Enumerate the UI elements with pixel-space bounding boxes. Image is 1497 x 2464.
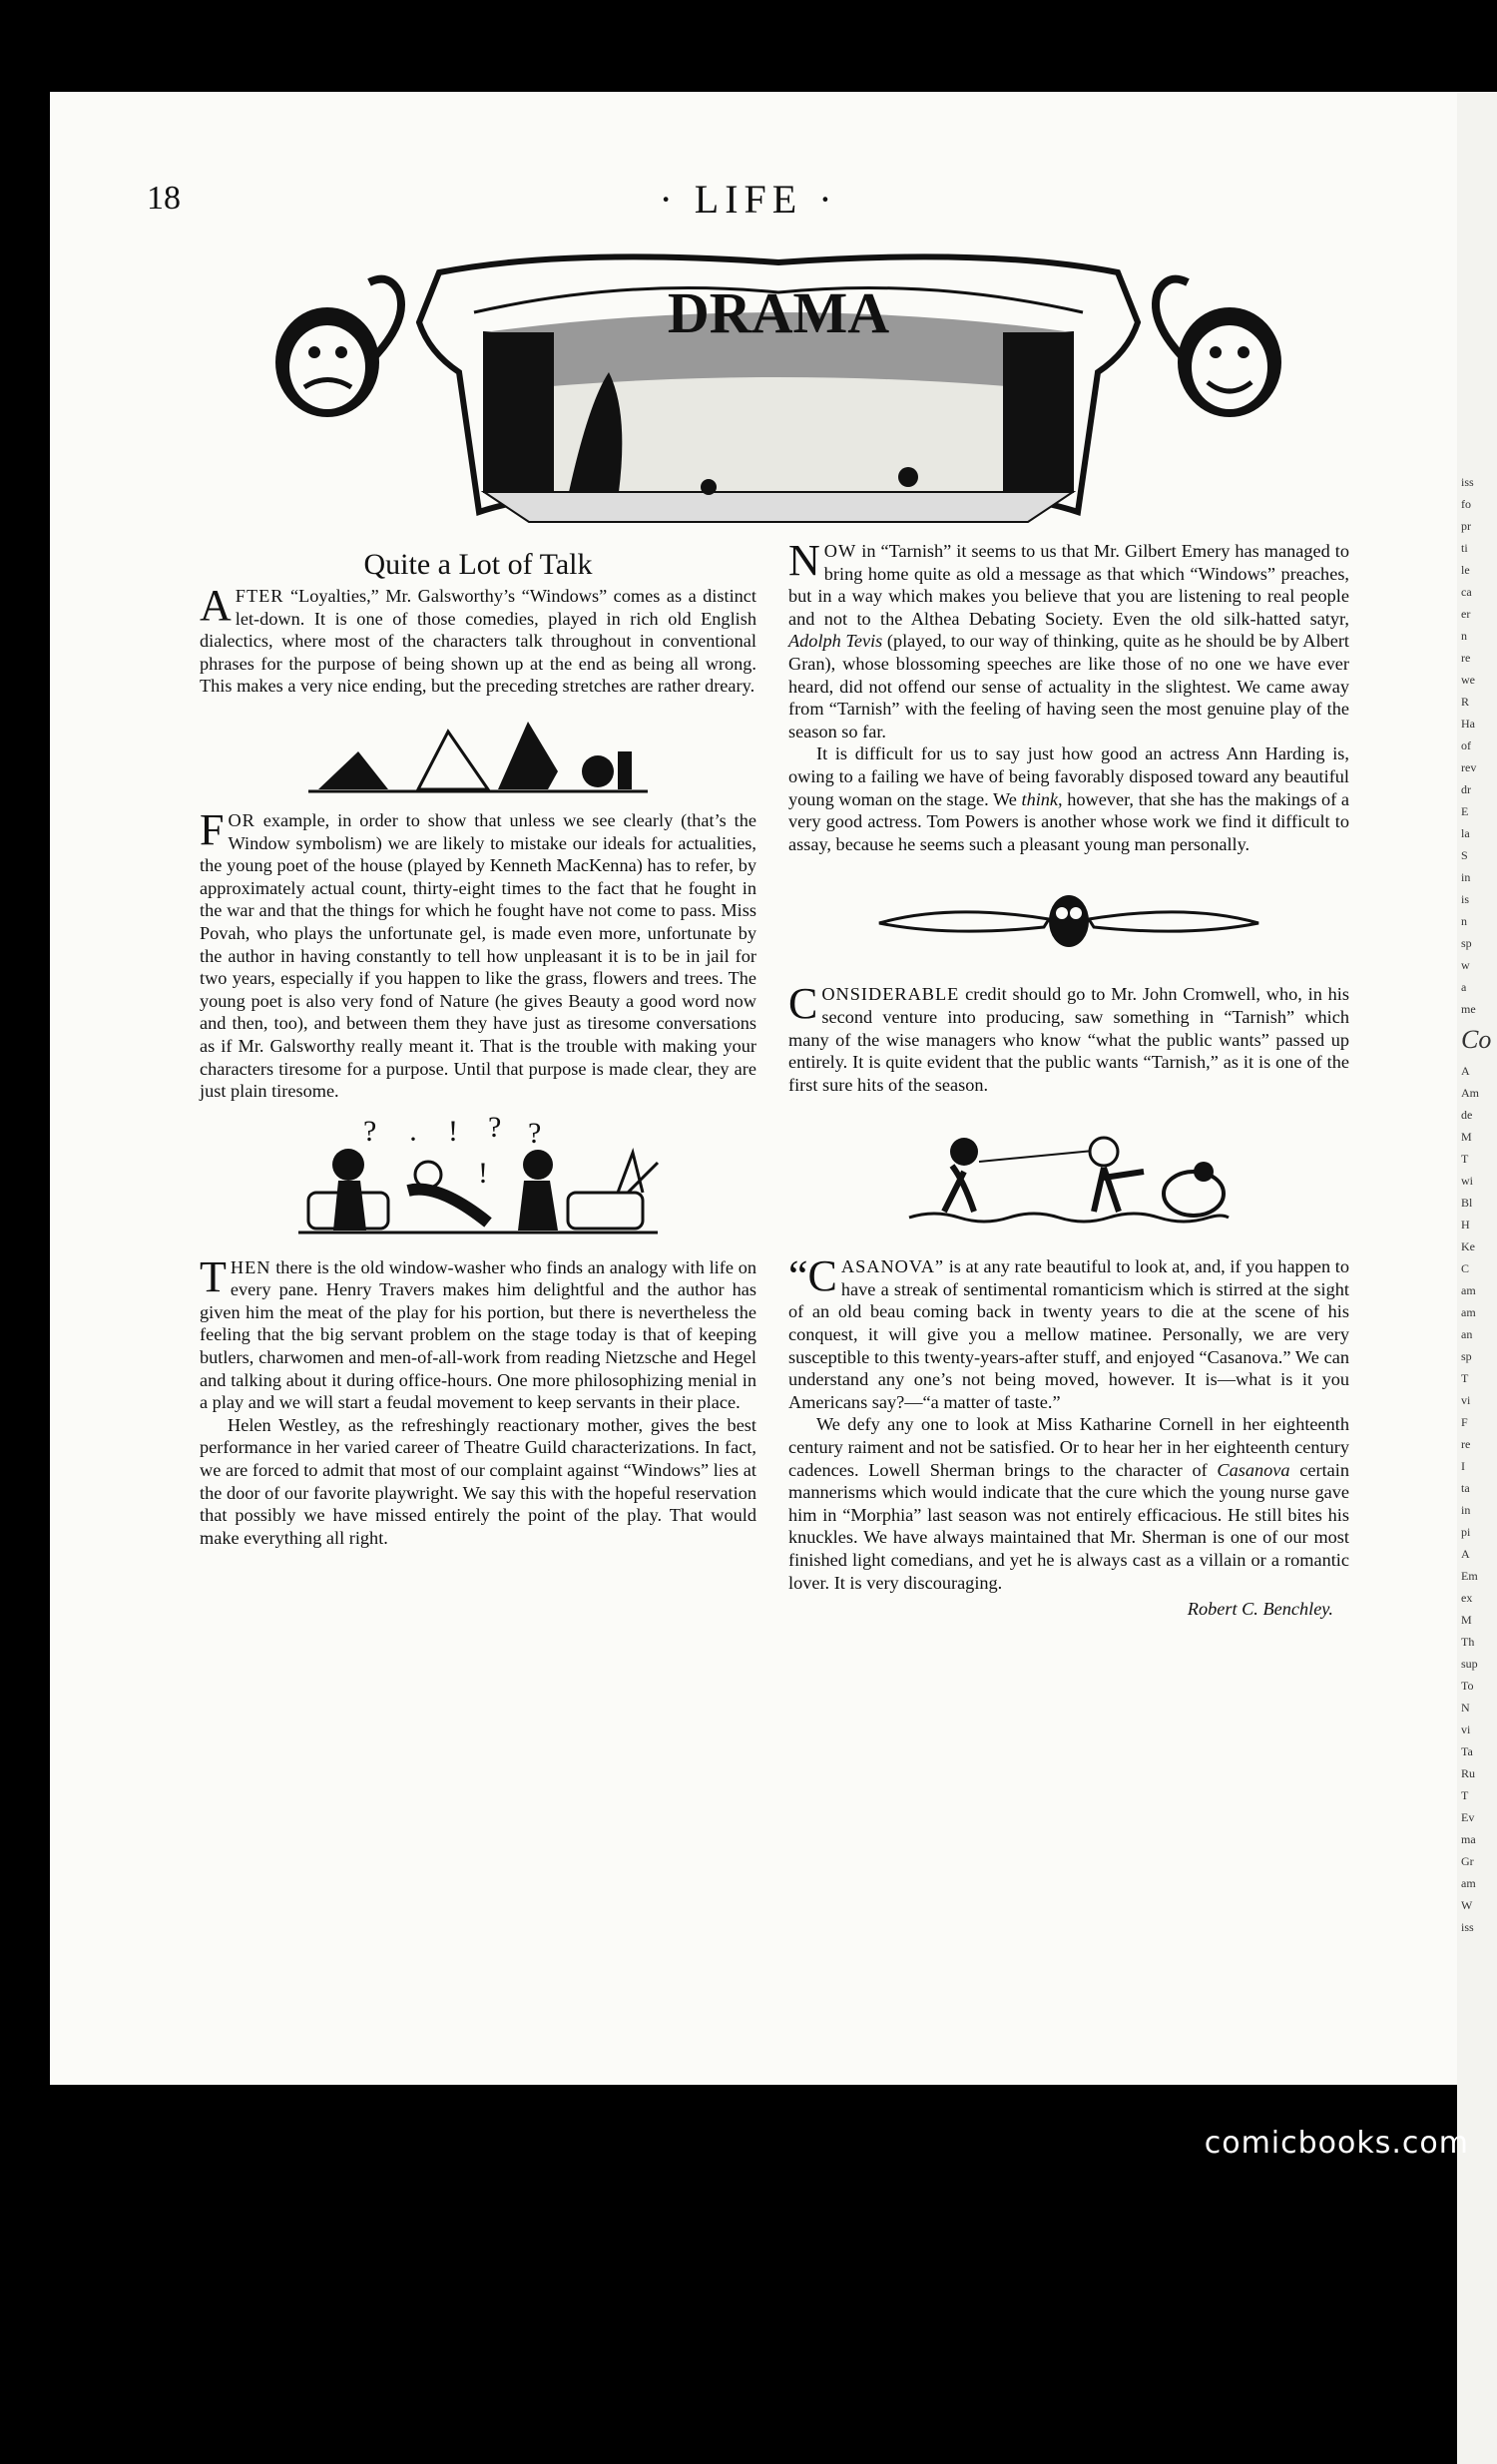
adjacent-page-fragment: R: [1461, 695, 1470, 709]
article-column-left: [200, 547, 756, 1549]
adjacent-page-fragment: n: [1461, 914, 1467, 928]
punctuation-mark: ·: [408, 1122, 418, 1156]
adjacent-page-fragment: Ru: [1461, 1766, 1476, 1780]
adjacent-page-fragment: T: [1461, 1788, 1469, 1802]
site-watermark: comicbooks.com: [1204, 2126, 1469, 2161]
adjacent-page-edge: [1457, 92, 1497, 2464]
adjacent-page-fragment: re: [1461, 651, 1471, 665]
owl-wings-illustration: [869, 883, 1268, 953]
adjacent-page-fragment: S: [1461, 848, 1468, 862]
paragraph: “CASANOVA” is at any rate beautiful to look at, and, if you happen to have a streak of sentimental romanticism which is stirred at the sight of an old beau coming back in twenty years to die at the scene of his conquest, it will give you a mellow matinee. Personally, we are very susceptible to this twenty-years-after stuff, and enjoyed “Casanova.” We can understand any one’s not being moved, however. It is—what is it you Americans say?—“a matter of taste.”: [788, 1251, 1349, 1412]
adjacent-page-fragment: sup: [1461, 1657, 1478, 1671]
drama-banner-illustration: [269, 252, 1287, 549]
adjacent-page-fragment: ca: [1461, 585, 1472, 599]
paragraph: It is difficult for us to say just how good an actress Ann Harding is, owing to a failing we have of being favorably disposed toward any beautiful young woman on the stage. We think, however, that she has the makings of a very good actress. Tom Powers is another whose work we find it difficult to assay, because he seems such a pleasant young man personally.: [788, 743, 1350, 854]
adjacent-page-fragment: am: [1461, 1876, 1476, 1890]
adjacent-page-fragment: in: [1461, 1503, 1471, 1517]
adjacent-page-fragment: in: [1461, 870, 1471, 884]
adjacent-page-fragment: Ha: [1461, 717, 1475, 731]
drop-cap: T: [200, 1251, 227, 1301]
adjacent-page-fragment: dr: [1461, 782, 1471, 796]
adjacent-page-fragment: le: [1461, 563, 1470, 577]
adjacent-page-fragment: fo: [1461, 497, 1471, 511]
adjacent-page-fragment: vi: [1461, 1393, 1471, 1407]
paragraph: FOR example, in order to show that unless we see clearly (that’s the Window symbolism) we are likely to mistake our ideals for actualities, the young poet of the house (played by Kenneth MacKenna) has to refer, by approximately actual count, thirty-eight times to the fact that he fought in the war and that the things for which he fought have not come to pass. Miss Povah, who plays the unfortunate gel, is made even more, unfortunate by the author in having constantly to tell how unpleasant it is to be in jail for two years, especially if you happen to like the grass, flowers and trees. The young poet is also very fond of Nature (he gives Beauty a good word now and then, too), and between them they have just as tiresome conversations as if Mr. Galsworthy really meant it. That is the trouble with making your characters tiresome for a purpose. Until that purpose is made clear, they are just plain tiresome.: [200, 804, 756, 1102]
adjacent-page-fragment: pi: [1461, 1525, 1471, 1539]
paragraph: We defy any one to look at Miss Katharine Cornell in her eighteenth century raiment and not be satisfied. Or to hear her in her eighteenth century cadences. Lowell Sherman brings to the character of Casanova certain mannerisms which would indicate that the cure which the young nurse gave him in “Morphia” last season was not entirely efficacious. He still bites his knuckles. We have always maintained that Mr. Sherman is one of our most finished light comedians, and yet he is always cast as a villain or a romantic lover. It is very discouraging.: [788, 1414, 1349, 1593]
adjacent-page-fragment: C: [1461, 1261, 1470, 1275]
adjacent-page-fragment: an: [1461, 1327, 1473, 1341]
drop-cap: C: [788, 979, 818, 1029]
adjacent-page-fragment: n: [1461, 629, 1467, 643]
adjacent-page-fragment: ti: [1461, 541, 1468, 555]
adjacent-page-fragment: we: [1461, 673, 1475, 687]
adjacent-page-fragment: Gr: [1461, 1854, 1474, 1868]
adjacent-page-fragment: de: [1461, 1108, 1473, 1122]
adjacent-page-fragment: Ke: [1461, 1239, 1475, 1253]
banner-title: DRAMA: [667, 280, 890, 345]
adjacent-page-fragment: Ev: [1461, 1810, 1475, 1824]
adjacent-page-fragment: ta: [1461, 1481, 1470, 1495]
adjacent-page-fragment: am: [1461, 1283, 1476, 1297]
adjacent-page-fragment: F: [1461, 1415, 1468, 1429]
adjacent-page-fragment: N: [1461, 1701, 1470, 1715]
adjacent-page-fragment: ma: [1461, 1832, 1476, 1846]
adjacent-page-fragment: sp: [1461, 936, 1472, 950]
adjacent-page-fragment: iss: [1461, 1920, 1474, 1934]
drop-cap: “C: [788, 1251, 837, 1301]
adjacent-page-fragment: Em: [1461, 1569, 1478, 1583]
adjacent-page-fragment: sp: [1461, 1349, 1472, 1363]
adjacent-page-fragment: of: [1461, 739, 1471, 752]
adjacent-page-fragment: w: [1461, 958, 1470, 972]
adjacent-page-fragment: E: [1461, 804, 1469, 818]
page-number: 18: [147, 180, 181, 217]
adjacent-page-fragment: A: [1461, 1064, 1470, 1078]
punctuation-mark: ?: [528, 1116, 542, 1150]
adjacent-page-fragment: vi: [1461, 1723, 1471, 1736]
spotlight-illustration: [298, 712, 658, 799]
adjacent-page-fragment: M: [1461, 1130, 1472, 1144]
article-column-right: [788, 536, 1350, 1621]
tragedy-mask-left: [275, 279, 401, 417]
drop-cap: A: [200, 581, 232, 630]
parlor-figures-illustration: [288, 1113, 668, 1244]
paragraph: Helen Westley, as the refreshingly reactionary mother, gives the best performance in her varied career of Theatre Guild characterizations. In fact, we are forced to admit that most of our complaint against “Windows” lies at the door of our favorite playwright. We say this with the hopeful reservation that possibly we have missed entirely the point of the play. That would make everything all right.: [200, 1414, 756, 1548]
adjacent-page-fragment: me: [1461, 1002, 1476, 1016]
fencing-figures-illustration: [904, 1122, 1234, 1230]
adjacent-page-fragment: M: [1461, 1613, 1472, 1627]
adjacent-page-fragment: Bl: [1461, 1196, 1473, 1210]
adjacent-page-fragment: re: [1461, 1437, 1471, 1451]
author-signature: Robert C. Benchley.: [1187, 1599, 1333, 1620]
adjacent-page-fragment: To: [1461, 1679, 1474, 1693]
adjacent-page-fragment: A: [1461, 1547, 1470, 1561]
punctuation-mark: ?: [488, 1112, 502, 1144]
adjacent-page-fragment: Am: [1461, 1086, 1479, 1100]
adjacent-page-fragment: T: [1461, 1152, 1469, 1166]
adjacent-page-fragment: er: [1461, 607, 1471, 621]
adjacent-page-fragment: I: [1461, 1459, 1465, 1473]
punctuation-mark: !: [448, 1114, 458, 1148]
adjacent-page-fragment: am: [1461, 1305, 1476, 1319]
adjacent-page-fragment: iss: [1461, 475, 1474, 489]
paragraph: NOW in “Tarnish” it seems to us that Mr. Gilbert Emery has managed to bring home quite as old a message as that which “Windows” preaches, but in a way which makes you believe that you are listening to real people and not to the Althea Debating Society. Even the old silk-hatted satyr, Adolph Tevis (played, to our way of thinking, quite as he should be by Albert Gran), whose blossoming speeches are like those of no one we have ever heard, did not offend our sense of actuality in the slightest. We came away from “Tarnish” with the feeling of having seen the most genuine play of the season so far.: [788, 536, 1349, 741]
paragraph: AFTER “Loyalties,” Mr. Galsworthy’s “Windows” comes as a distinct let-down. It is one of those comedies, played in rich old English dialectics, where most of the characters talk throughout in conventional phrases for the purpose of being shown up at the end as being all wrong. This makes a very nice ending, but the preceding stretches are rather dreary.: [200, 581, 756, 697]
adjacent-page-fragment: is: [1461, 892, 1470, 906]
adjacent-page-fragment: Co: [1461, 1025, 1492, 1054]
paragraph: CONSIDERABLE credit should go to Mr. John Cromwell, who, in his second venture into producing, saw something in “Tarnish” which many of the wise managers who know “what the public wants” passed up entirely. It is quite evident that the public wants “Tarnish,” as it is one of the first sure hits of the season.: [788, 979, 1349, 1095]
comedy-mask-right: [1156, 279, 1281, 417]
punctuation-mark: !: [478, 1156, 488, 1190]
adjacent-page-fragment: T: [1461, 1371, 1469, 1385]
adjacent-page-fragment: la: [1461, 826, 1470, 840]
paragraph: THEN there is the old window-washer who finds an analogy with life on every pane. Henry Travers makes him delightful and the author has given him the meat of the play for his portion, but there is nevertheless the feeling that the big servant problem on the stage today is that of keeping butlers, charwomen and men-of-all-work from reading Nietzsche and Hegel and talking about it during office-hours. One more philosophizing menial in a play and we will start a feudal movement to keep servants in their place.: [200, 1251, 756, 1413]
adjacent-page-fragment: rev: [1461, 760, 1477, 774]
adjacent-page-fragment: H: [1461, 1218, 1470, 1232]
punctuation-mark: ?: [363, 1114, 377, 1148]
drop-cap: N: [788, 536, 820, 585]
drop-cap: F: [200, 804, 225, 854]
article-title: Quite a Lot of Talk: [363, 548, 593, 581]
adjacent-page-fragment: ex: [1461, 1591, 1473, 1605]
adjacent-page-fragment: a: [1461, 980, 1467, 994]
magazine-masthead: · LIFE ·: [659, 177, 838, 222]
adjacent-page-fragment: Th: [1461, 1635, 1475, 1649]
adjacent-page-fragment: Ta: [1461, 1744, 1473, 1758]
adjacent-page-fragment: pr: [1461, 519, 1471, 533]
adjacent-page-fragment: W: [1461, 1898, 1473, 1912]
adjacent-page-fragment: wi: [1461, 1174, 1473, 1188]
